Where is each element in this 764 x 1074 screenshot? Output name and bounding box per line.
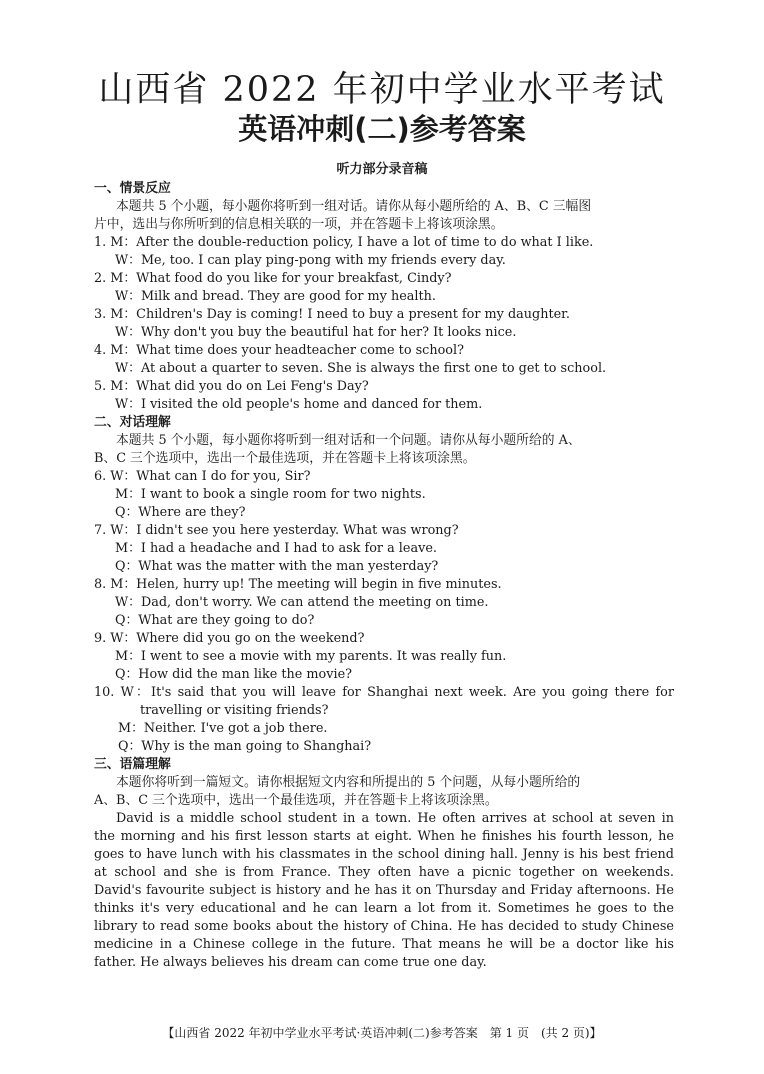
section3-intro-line: 本题你将听到一篇短文。请你根据短文内容和所提出的 5 个问题，从每小题所给的: [116, 775, 581, 790]
dialog-line: 2. M：What food do you like for your breakfast, Cindy?: [94, 271, 452, 286]
dialog-line: 10. W：It's said that you will leave for Shanghai next week. Are you going there for: [94, 685, 674, 700]
dialog-line: M：I want to book a single room for two nights.: [115, 487, 426, 502]
section2-intro-line: B、C 三个选项中，选出一个最佳选项，并在答题卡上将该项涂黑。: [94, 451, 476, 466]
section1-intro-line: 片中，选出与你所听到的信息相关联的一项，并在答题卡上将该项涂黑。: [94, 217, 504, 232]
question-line: Q：How did the man like the movie?: [115, 667, 353, 682]
document-body: [94, 180, 674, 972]
dialog-line: 5. M：What did you do on Lei Feng's Day?: [94, 379, 369, 394]
section3-intro-line: A、B、C 三个选项中，选出一个最佳选项，并在答题卡上将该项涂黑。: [94, 793, 498, 808]
dialog-line: 7. W：I didn't see you here yesterday. What was wrong?: [94, 523, 459, 538]
dialog-line: travelling or visiting friends?: [140, 703, 329, 718]
dialog-line: W：Me, too. I can play ping-pong with my friends every day.: [115, 253, 506, 268]
dialog-line: W：I visited the old people's home and danced for them.: [115, 397, 483, 412]
passage-line: the morning and his first lesson starts at eight. When he finishes his fourth lesson, he: [94, 829, 674, 844]
dialog-line: 8. M：Helen, hurry up! The meeting will begin in five minutes.: [94, 577, 502, 592]
dialog-line: M：I had a headache and I had to ask for a leave.: [115, 541, 437, 556]
passage-line: goes to have lunch with his classmates in the school dining hall. Jenny is his best friend: [94, 847, 674, 862]
dialog-line: W：Why don't you buy the beautiful hat for her? It looks nice.: [115, 325, 517, 340]
dialog-line: 3. M：Children's Day is coming! I need to buy a present for my daughter.: [94, 307, 570, 322]
passage-line: David is a middle school student in a town. He often arrives at school at seven in: [116, 811, 674, 826]
dialog-line: M：Neither. I've got a job there.: [118, 721, 328, 736]
dialog-line: 9. W：Where did you go on the weekend?: [94, 631, 365, 646]
section2-intro-line: 本题共 5 个小题，每小题你将听到一组对话和一个问题。请你从每小题所给的 A、: [116, 433, 581, 448]
passage-line: thinks it's very educational and he can learn a lot from it. Sometimes he goes to the: [94, 901, 674, 916]
dialog-line: W：Dad, don't worry. We can attend the meeting on time.: [115, 595, 489, 610]
passage-line: father. He always believes his dream can come true one day.: [94, 955, 487, 970]
dialog-line: M：I went to see a movie with my parents. It was really fun.: [115, 649, 507, 664]
section-heading-3: 三、语篇理解: [94, 757, 171, 772]
passage-line: at school and she is from France. They often have a picnic together on weekends.: [94, 865, 674, 880]
dialog-line: 6. W：What can I do for you, Sir?: [94, 469, 311, 484]
page-footer: 【山西省 2022 年初中学业水平考试·英语冲刺(二)参考答案 第 1 页 (共 2 页)】: [162, 1026, 602, 1040]
section1-intro-line: 本题共 5 个小题，每小题你将听到一组对话。请你从每小题所给的 A、B、C 三幅图: [116, 199, 592, 214]
question-line: Q：What was the matter with the man yesterday?: [115, 559, 439, 574]
passage-line: library to read some books about the history of China. He has decided to study Chinese: [94, 919, 674, 934]
listening-transcript-heading: 听力部分录音稿: [336, 162, 428, 177]
exam-title: 山西省 2022 年初中学业水平考试: [98, 70, 666, 110]
dialog-line: 4. M：What time does your headteacher come to school?: [94, 343, 464, 358]
question-line: Q：Why is the man going to Shanghai?: [118, 739, 372, 754]
exam-subtitle: 英语冲刺(二)参考答案: [238, 112, 526, 146]
dialog-line: W：Milk and bread. They are good for my health.: [115, 289, 436, 304]
section-heading-1: 一、情景反应: [94, 181, 171, 196]
dialog-line: 1. M：After the double-reduction policy, I have a lot of time to do what I like.: [94, 235, 594, 250]
passage-line: medicine in a Chinese college in the future. That means he will be a doctor like his: [94, 937, 674, 952]
passage-line: David's favourite subject is history and he has it on Thursday and Friday afternoons. He: [94, 883, 674, 898]
question-line: Q：What are they going to do?: [115, 613, 315, 628]
section-heading-2: 二、对话理解: [94, 415, 171, 430]
dialog-line: W：At about a quarter to seven. She is always the first one to get to school.: [115, 361, 607, 376]
question-line: Q：Where are they?: [115, 505, 246, 520]
